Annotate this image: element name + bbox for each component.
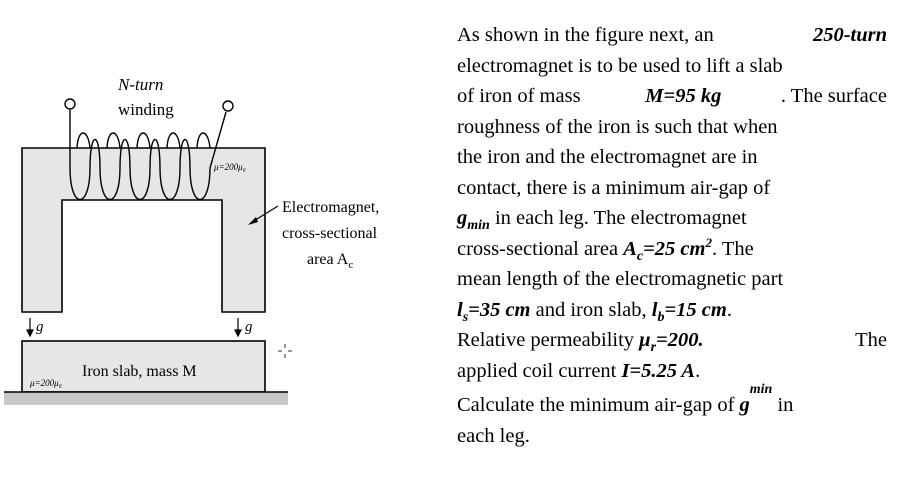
area-exponent: 2 (705, 234, 712, 250)
slab-permeability: μ=200μ₀ (30, 378, 62, 388)
electromagnet-core (22, 148, 265, 312)
problem-line (457, 295, 887, 326)
area-value: =25 cm (643, 237, 706, 260)
text-run: . (726, 298, 732, 321)
cursor-crosshair-icon (278, 344, 292, 358)
ls-value: =35 cm (468, 298, 531, 321)
text-run: Calculate the minimum air-gap of (457, 394, 740, 416)
problem-line (457, 142, 887, 173)
text-run: mean length of the electromagnetic part (457, 268, 784, 290)
text-run: in each leg. The electromagnet (489, 207, 747, 229)
gmin-symbol: g (457, 207, 468, 229)
question-line (457, 382, 887, 421)
gap-label-right: g (245, 319, 253, 335)
text-run: . (695, 359, 701, 382)
text-run: in (772, 394, 794, 416)
problem-line (457, 51, 887, 82)
text-run: As shown in the figure next, an (457, 24, 719, 46)
text-run: roughness of the iron is such that when (457, 115, 778, 138)
text-run: applied coil current (457, 359, 622, 382)
text-run: each leg. (457, 424, 530, 447)
terminal-right (223, 101, 233, 111)
gmin-subscript: min (749, 382, 773, 397)
mu-symbol: μ (639, 329, 651, 351)
electromagnet-label-line2: cross-sectional (282, 225, 378, 242)
lb-symbol: l (651, 298, 658, 321)
problem-line (457, 264, 887, 295)
problem-line (457, 81, 887, 112)
text-run: cross-sectional area (457, 237, 624, 260)
ls-subscript: s (462, 309, 469, 325)
electromagnet-diagram (0, 0, 440, 487)
floor-shadow (4, 392, 288, 405)
problem-line (457, 356, 887, 387)
text-run: the iron and the electromagnet are in (457, 146, 758, 168)
core-permeability: μ=200μ₀ (214, 162, 246, 172)
slab-label: Iron slab, mass M (82, 363, 197, 380)
problem-line (457, 112, 887, 143)
gmin-symbol: g (739, 394, 750, 416)
terminal-left (65, 99, 75, 109)
text-run: and iron slab, (530, 298, 652, 321)
question-line (457, 421, 887, 452)
area-symbol: A (623, 237, 637, 260)
turns-value: 250-turn (812, 24, 887, 46)
text-run: electromagnet is to be used to lift a slab (457, 54, 783, 77)
mass-value: M=95 kg (645, 85, 722, 107)
winding-label-line2: winding (118, 100, 174, 119)
problem-line (457, 20, 887, 51)
winding-label-line1: N-turn (118, 75, 164, 94)
gap-label-left: g (36, 319, 44, 335)
text-run: Relative permeability (457, 329, 640, 351)
problem-line (457, 325, 887, 356)
lb-value: =15 cm (664, 298, 727, 321)
mu-value: =200. (656, 329, 704, 351)
area-subscript: c (636, 248, 644, 264)
text-run: contact, there is a minimum air-gap of (457, 176, 771, 199)
problem-line (457, 203, 887, 234)
problem-line (457, 173, 887, 204)
text-run: The (855, 329, 887, 351)
electromagnet-label-line3: area $A_c$ (307, 251, 354, 271)
text-run: . The (711, 237, 754, 260)
ls-symbol: l (457, 298, 463, 321)
problem-line (457, 234, 887, 265)
current-value: I=5.25 A (621, 359, 696, 382)
electromagnet-label-line1: Electromagnet, (282, 199, 380, 216)
problem-statement (457, 20, 887, 451)
mu-subscript: r (650, 340, 657, 356)
lb-subscript: b (657, 309, 665, 325)
text-run: . The surface (780, 85, 887, 107)
text-run: of iron of mass (457, 85, 586, 107)
gmin-subscript: min (467, 218, 490, 234)
